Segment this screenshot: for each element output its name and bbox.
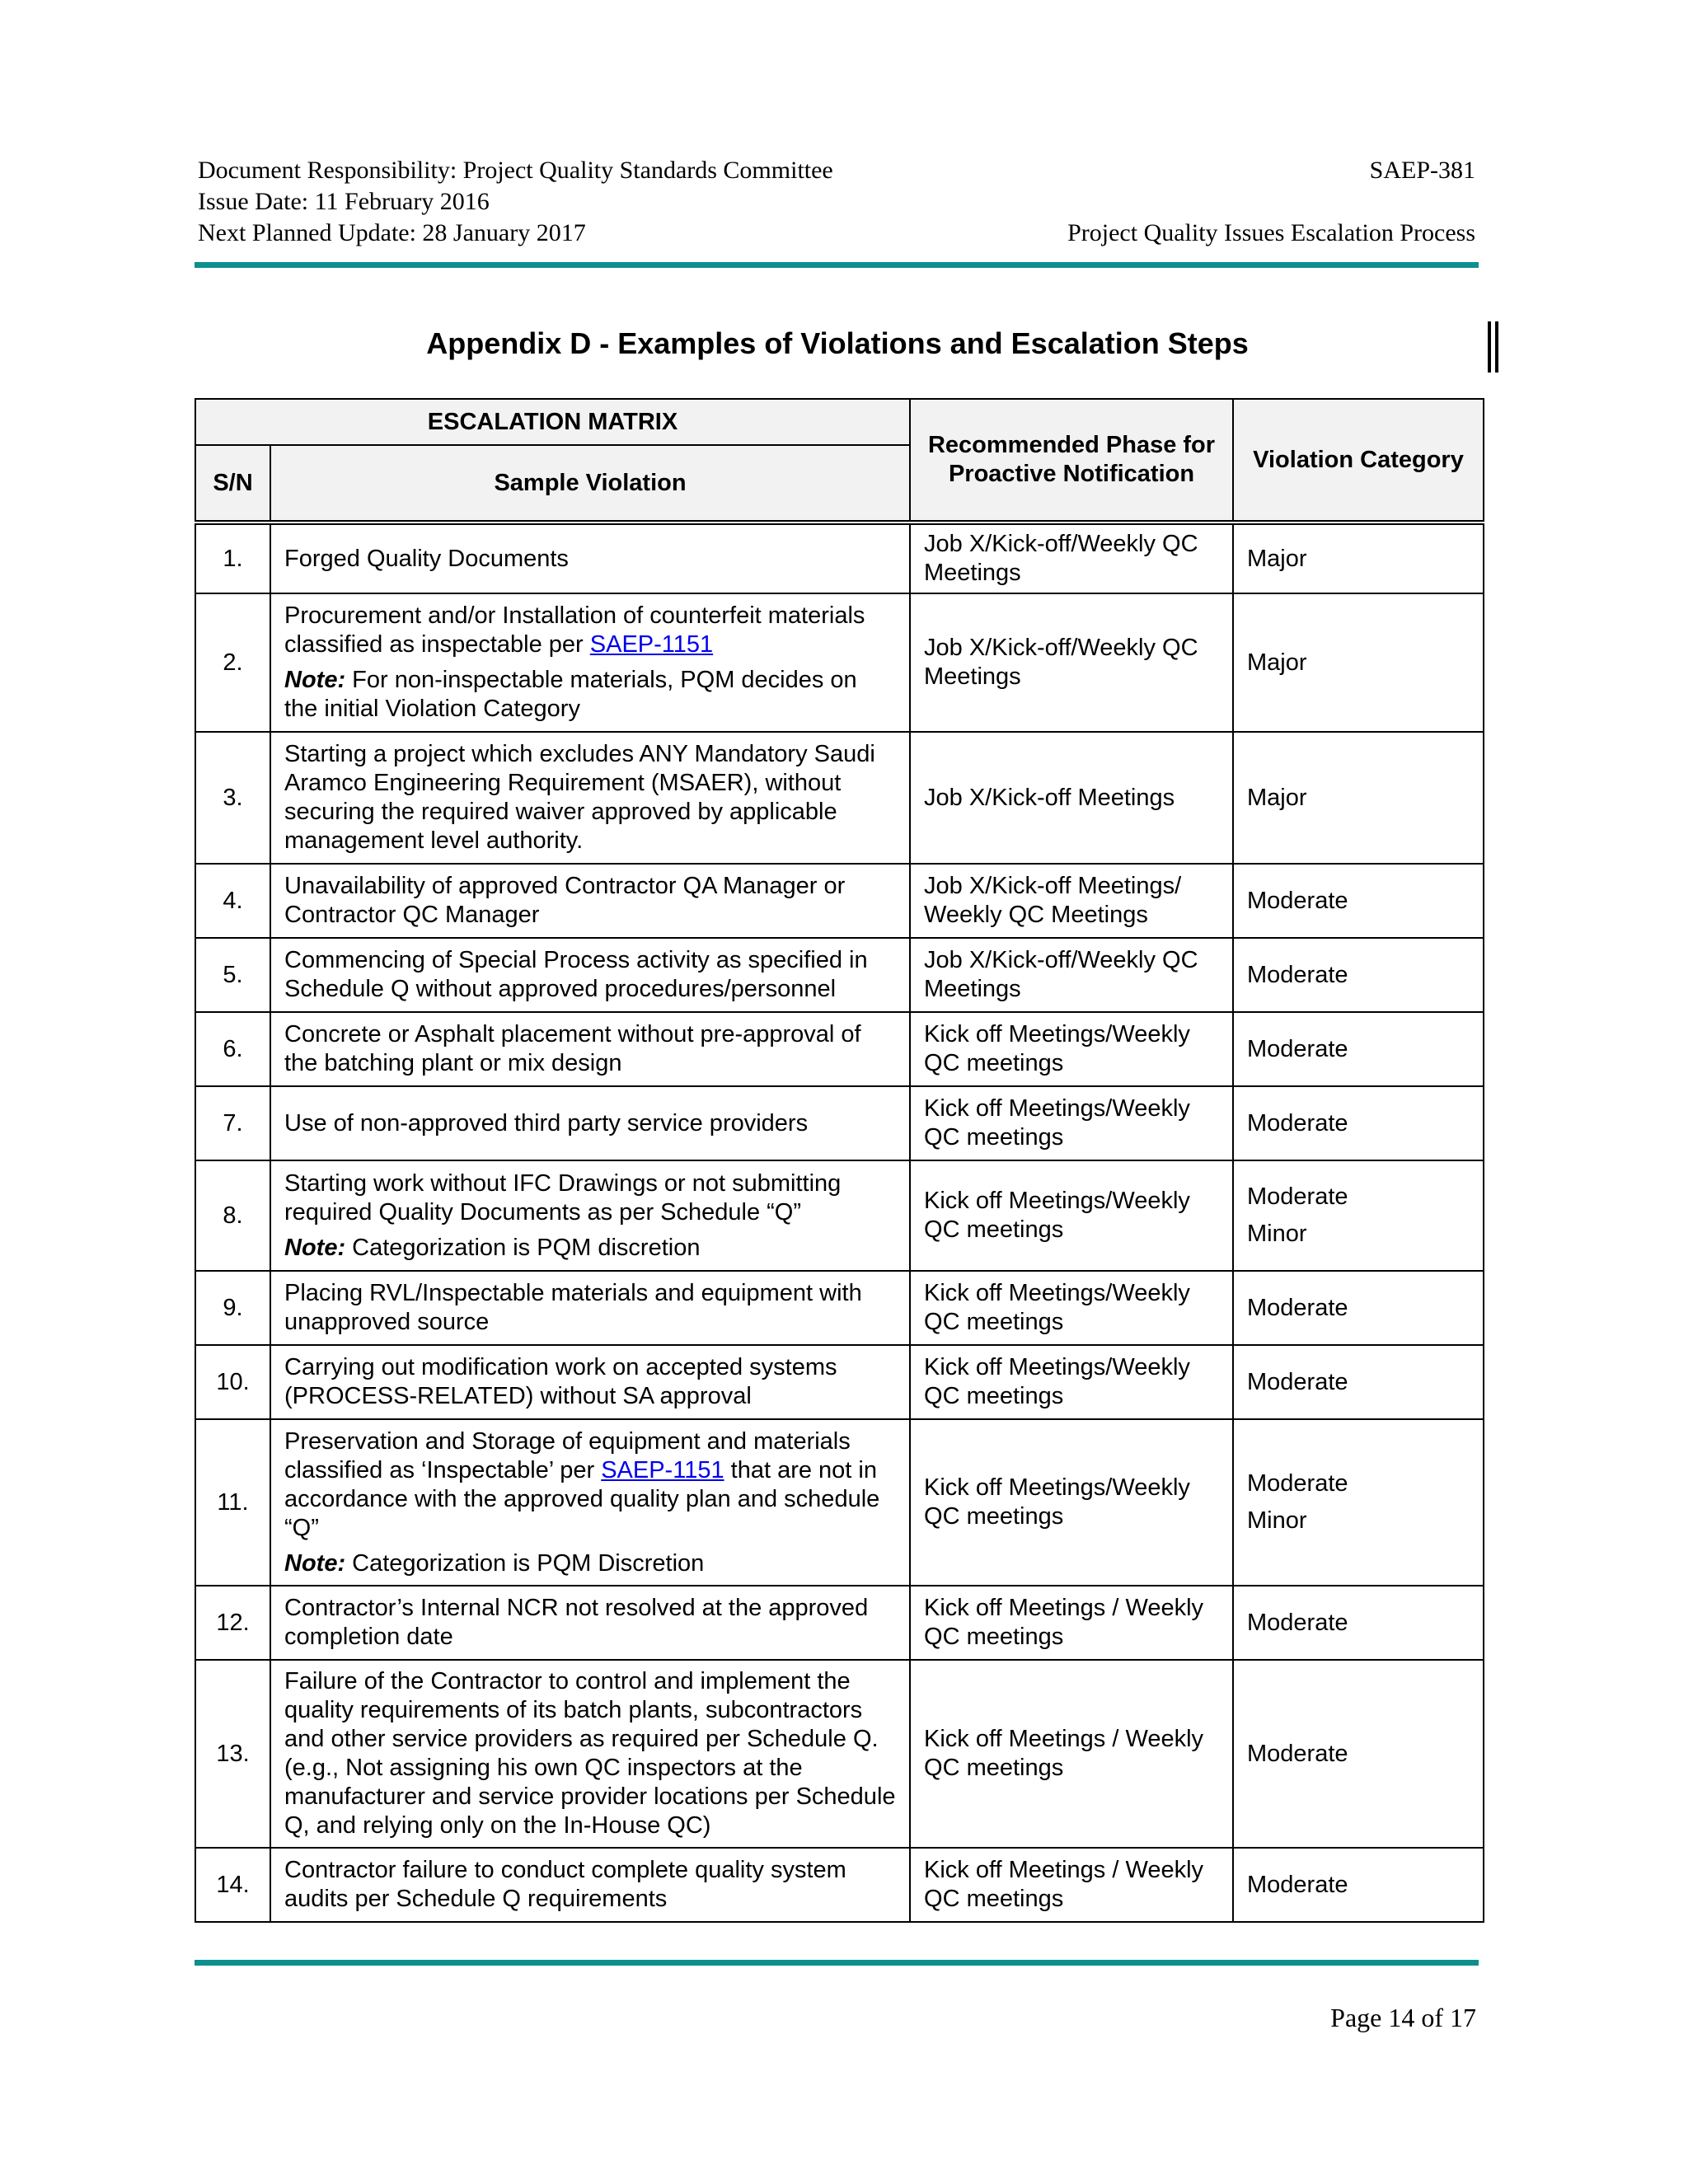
next-planned-update: Next Planned Update: 28 January 2017	[198, 219, 586, 246]
row-phase: Kick off Meetings/Weekly QC meetings	[910, 1012, 1233, 1086]
row-category: Major	[1233, 732, 1484, 864]
table-row	[195, 1012, 1484, 1086]
col-header-violation: Sample Violation	[270, 445, 910, 523]
row-phase: Job X/Kick-off Meetings	[910, 732, 1233, 864]
row-category: Major	[1233, 593, 1484, 732]
row-violation: Use of non-approved third party service providers	[270, 1086, 910, 1160]
row-violation: Carrying out modification work on accepted systems (PROCESS-RELATED) without SA approval	[270, 1345, 910, 1419]
row-sn: 9.	[195, 1271, 270, 1345]
row-category: Moderate	[1233, 864, 1484, 938]
note-text: Categorization is PQM discretion	[345, 1234, 701, 1261]
row-violation	[270, 593, 910, 732]
note-label: Note:	[284, 667, 346, 693]
category-primary: Moderate	[1247, 1183, 1348, 1210]
table-row	[195, 1660, 1484, 1848]
row-phase: Kick off Meetings/Weekly QC meetings	[910, 1345, 1233, 1419]
note-text: For non-inspectable materials, PQM decides on the initial Violation Category	[284, 667, 857, 722]
escalation-matrix-heading: ESCALATION MATRIX	[195, 399, 910, 445]
table-row	[195, 864, 1484, 938]
row-sn: 11.	[195, 1419, 270, 1586]
violation-text: Procurement and/or Installation of counterfeit materials classified as inspectable per	[284, 602, 865, 658]
row-phase: Job X/Kick-off/Weekly QC Meetings	[910, 593, 1233, 732]
table-row	[195, 938, 1484, 1012]
violation-text: Starting work without IFC Drawings or not submitting required Quality Documents as per Schedule “Q”	[284, 1169, 842, 1226]
table-row	[195, 1086, 1484, 1160]
row-phase: Kick off Meetings / Weekly QC meetings	[910, 1586, 1233, 1660]
doc-number: SAEP-381	[1369, 157, 1475, 184]
row-violation: Commencing of Special Process activity as specified in Schedule Q without approved procedures/personnel	[270, 938, 910, 1012]
row-sn: 4.	[195, 864, 270, 938]
row-category: Moderate	[1233, 1345, 1484, 1419]
row-category: Moderate	[1233, 1660, 1484, 1848]
issue-date: Issue Date: 11 February 2016	[198, 188, 490, 215]
row-phase: Kick off Meetings / Weekly QC meetings	[910, 1660, 1233, 1848]
category-secondary: Minor	[1247, 1507, 1307, 1534]
header-rule	[195, 262, 1479, 268]
row-violation: Concrete or Asphalt placement without pre-approval of the batching plant or mix design	[270, 1012, 910, 1086]
footer-rule	[195, 1960, 1479, 1966]
row-phase: Job X/Kick-off/Weekly QC Meetings	[910, 938, 1233, 1012]
row-sn: 6.	[195, 1012, 270, 1086]
table-row	[195, 1419, 1484, 1586]
doc-responsibility: Document Responsibility: Project Quality Standards Committee	[198, 157, 833, 184]
row-sn: 2.	[195, 593, 270, 732]
saep-1151-link[interactable]: SAEP-1151	[589, 631, 714, 658]
row-phase: Kick off Meetings / Weekly QC meetings	[910, 1848, 1233, 1922]
table-row	[195, 1586, 1484, 1660]
row-sn: 7.	[195, 1086, 270, 1160]
table-row	[195, 1345, 1484, 1419]
note-text: Categorization is PQM Discretion	[345, 1549, 705, 1577]
row-violation: Starting a project which excludes ANY Mandatory Saudi Aramco Engineering Requirement (MSAER), without securing the required waiver approved by applicable management level authority.	[270, 732, 910, 864]
row-sn: 10.	[195, 1345, 270, 1419]
row-sn: 5.	[195, 938, 270, 1012]
row-phase: Kick off Meetings/Weekly QC meetings	[910, 1271, 1233, 1345]
table-row	[195, 732, 1484, 864]
row-sn: 3.	[195, 732, 270, 864]
table-row	[195, 523, 1484, 593]
row-violation: Placing RVL/Inspectable materials and equipment with unapproved source	[270, 1271, 910, 1345]
category-secondary: Minor	[1247, 1221, 1307, 1247]
row-violation: Unavailability of approved Contractor QA Manager or Contractor QC Manager	[270, 864, 910, 938]
col-header-category: Violation Category	[1233, 399, 1484, 523]
table-row	[195, 1271, 1484, 1345]
page-number: Page 14 of 17	[1330, 2003, 1476, 2032]
page-title: Appendix D - Examples of Violations and Escalation Steps	[426, 326, 1249, 360]
table-row	[195, 1160, 1484, 1271]
table-row	[195, 593, 1484, 732]
row-sn: 1.	[195, 523, 270, 593]
row-category: Moderate	[1233, 1848, 1484, 1922]
row-phase: Job X/Kick-off Meetings/ Weekly QC Meetings	[910, 864, 1233, 938]
row-sn: 13.	[195, 1660, 270, 1848]
row-category: Moderate	[1233, 1012, 1484, 1086]
revision-change-bar	[1488, 321, 1501, 373]
row-category	[1233, 1160, 1484, 1271]
saep-1151-link[interactable]: SAEP-1151	[601, 1456, 724, 1483]
row-phase: Job X/Kick-off/Weekly QC Meetings	[910, 523, 1233, 593]
row-category: Moderate	[1233, 1086, 1484, 1160]
row-category: Moderate	[1233, 1271, 1484, 1345]
row-violation	[270, 1160, 910, 1271]
row-phase: Kick off Meetings/Weekly QC meetings	[910, 1419, 1233, 1586]
note-label: Note:	[284, 1549, 346, 1577]
col-header-phase: Recommended Phase for Proactive Notification	[910, 399, 1233, 523]
note-label: Note:	[284, 1234, 346, 1261]
violation-text-continued: that are not in accordance with the approved quality plan and schedule “Q”	[284, 1456, 880, 1541]
row-category: Moderate	[1233, 1586, 1484, 1660]
row-violation: Forged Quality Documents	[270, 523, 910, 593]
category-primary: Moderate	[1247, 1470, 1348, 1497]
col-header-sn: S/N	[195, 445, 270, 523]
row-violation: Contractor’s Internal NCR not resolved at the approved completion date	[270, 1586, 910, 1660]
row-sn: 12.	[195, 1586, 270, 1660]
escalation-matrix-table	[195, 398, 1484, 1923]
row-violation	[270, 1419, 910, 1586]
row-category: Major	[1233, 523, 1484, 593]
doc-title: Project Quality Issues Escalation Process	[1067, 219, 1475, 246]
table-row	[195, 1848, 1484, 1922]
row-sn: 8.	[195, 1160, 270, 1271]
row-sn: 14.	[195, 1848, 270, 1922]
row-violation: Contractor failure to conduct complete quality system audits per Schedule Q requirements	[270, 1848, 910, 1922]
row-category: Moderate	[1233, 938, 1484, 1012]
row-phase: Kick off Meetings/Weekly QC meetings	[910, 1160, 1233, 1271]
row-category	[1233, 1419, 1484, 1586]
violation-text: Preservation and Storage of equipment and materials classified as ‘Inspectable’ per	[284, 1427, 851, 1483]
row-violation: Failure of the Contractor to control and implement the quality requirements of its batch plants, subcontractors and other service providers as required per Schedule Q. (e.g., Not assigning his own QC inspectors at the manufacturer and service provider locations per Schedule Q, and relying only on the In-House QC)	[270, 1660, 910, 1848]
row-phase: Kick off Meetings/Weekly QC meetings	[910, 1086, 1233, 1160]
